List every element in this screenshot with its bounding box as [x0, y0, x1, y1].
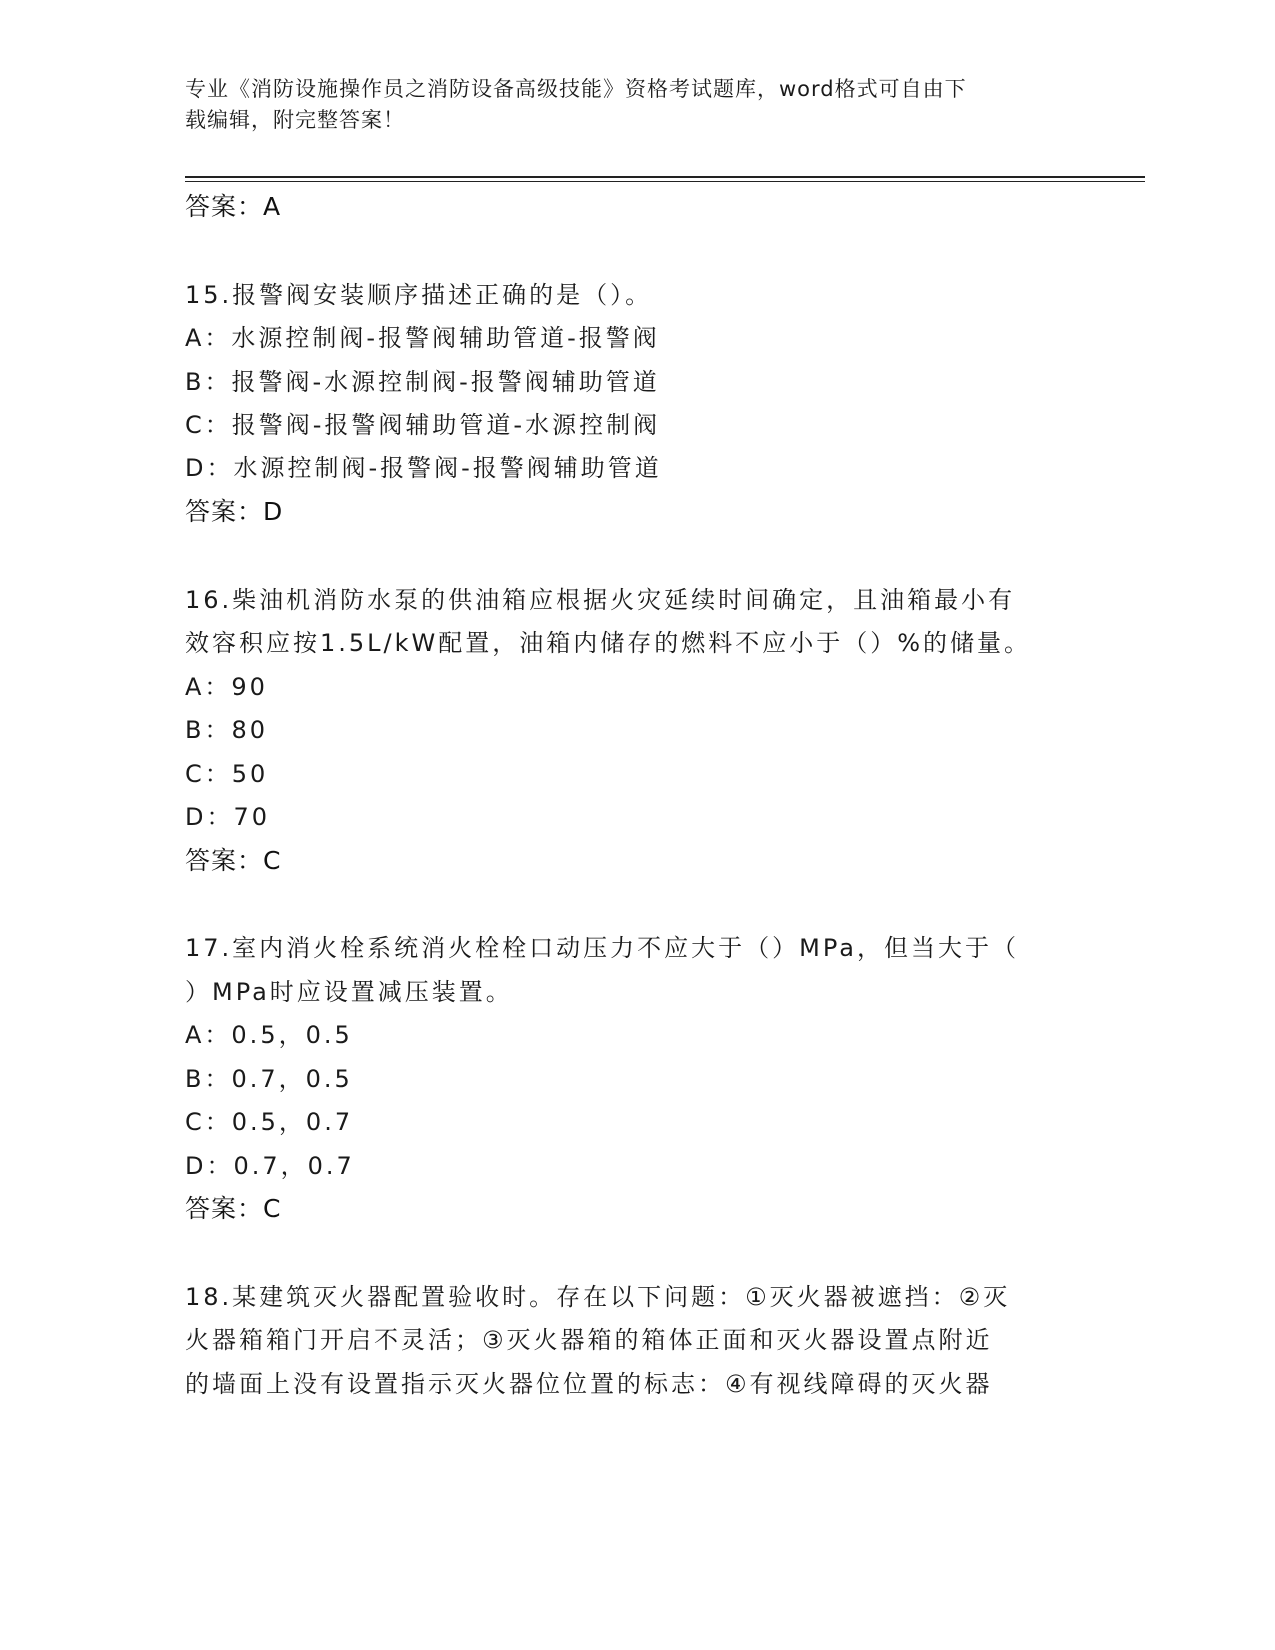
header-line-1: 专业《消防设施操作员之消防设备高级技能》资格考试题库，word格式可自由下 [185, 77, 967, 101]
question-17-option-d: D：0.7，0.7 [185, 1152, 355, 1180]
header-divider-thin [185, 181, 1145, 182]
question-16-option-a: A：90 [185, 673, 268, 701]
question-17-option-c: C：0.5，0.7 [185, 1108, 354, 1136]
question-15-option-b: B：报警阀-水源控制阀-报警阀辅助管道 [185, 368, 660, 396]
answer-previous: 答案：A [185, 192, 282, 221]
question-15-answer: 答案：D [185, 497, 284, 526]
header-line-2: 载编辑，附完整答案！ [185, 108, 405, 132]
question-18-stem-line-3: 的墙面上没有设置指示灭火器位位置的标志：④有视线障碍的灭火器 [185, 1370, 993, 1398]
header-divider-thick [185, 176, 1145, 178]
question-16-option-b: B：80 [185, 716, 269, 744]
question-15-stem: 15.报警阀安装顺序描述正确的是（）。 [185, 281, 653, 309]
question-17-option-a: A：0.5，0.5 [185, 1021, 353, 1049]
question-16-answer: 答案：C [185, 846, 282, 875]
question-16-stem-line-2: 效容积应按1.5L/kW配置，油箱内储存的燃料不应小于（）%的储量。 [185, 629, 1032, 657]
question-17-stem-line-1: 17.室内消火栓系统消火栓栓口动压力不应大于（）MPa，但当大于（ [185, 934, 1019, 962]
question-15-option-a: A：水源控制阀-报警阀辅助管道-报警阀 [185, 324, 660, 352]
question-17-option-b: B：0.7，0.5 [185, 1065, 353, 1093]
question-16-option-c: C：50 [185, 760, 269, 788]
question-17-answer: 答案：C [185, 1194, 282, 1223]
question-18-stem-line-2: 火器箱箱门开启不灵活；③灭火器箱的箱体正面和灭火器设置点附近 [185, 1326, 993, 1354]
question-16-stem-line-1: 16.柴油机消防水泵的供油箱应根据火灾延续时间确定，且油箱最小有 [185, 586, 1016, 614]
question-18-stem-line-1: 18.某建筑灭火器配置验收时。存在以下问题：①灭火器被遮挡：②灭 [185, 1283, 1011, 1311]
question-15-option-d: D：水源控制阀-报警阀-报警阀辅助管道 [185, 454, 662, 482]
page-header [185, 74, 1065, 136]
question-16-option-d: D：70 [185, 803, 271, 831]
question-15-option-c: C：报警阀-报警阀辅助管道-水源控制阀 [185, 411, 661, 439]
question-17-stem-line-2: ）MPa时应设置减压装置。 [185, 978, 513, 1006]
